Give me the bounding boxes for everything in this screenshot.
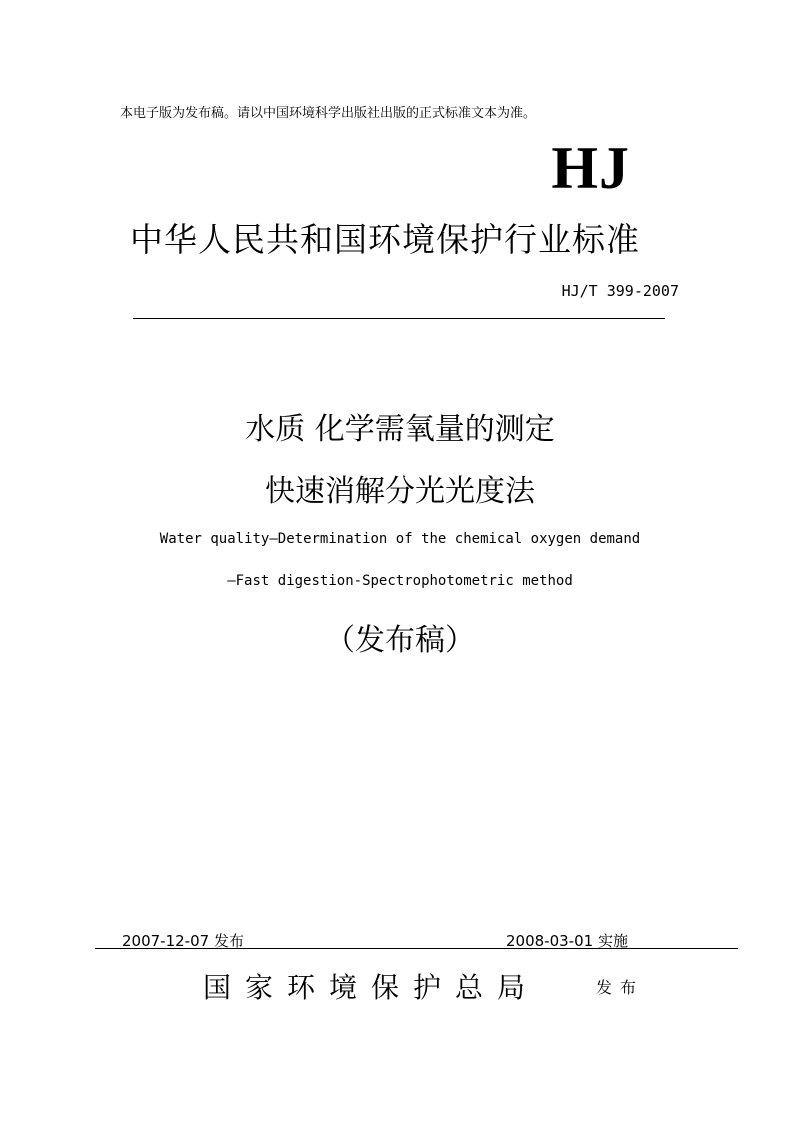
english-title-line-1: Water quality—Determination of the chemical oxygen demand — [159, 531, 641, 547]
draft-label: （发布稿） — [325, 623, 475, 658]
title-line-2: 快速消解分光光度法 — [265, 474, 535, 509]
hj-mark: HJ — [551, 135, 630, 201]
bottom-divider — [95, 948, 738, 949]
top-divider — [133, 318, 665, 319]
notice-text: 本电子版为发布稿。请以中国环境科学出版社出版的正式标准文本为准。 — [120, 106, 537, 121]
issuing-agency: 国家环境保护总局 — [203, 971, 540, 1004]
english-title-line-2: —Fast digestion-Spectrophotometric method — [227, 573, 573, 589]
title-line-1: 水质 化学需氧量的测定 — [245, 412, 555, 447]
issue-date: 2007-12-07 发布 — [122, 932, 244, 950]
standard-number: HJ/T 399-2007 — [561, 282, 679, 300]
implementation-date: 2008-03-01 实施 — [506, 932, 628, 950]
org-title: 中华人民共和国环境保护行业标准 — [130, 220, 640, 259]
publish-label: 发布 — [596, 978, 645, 997]
